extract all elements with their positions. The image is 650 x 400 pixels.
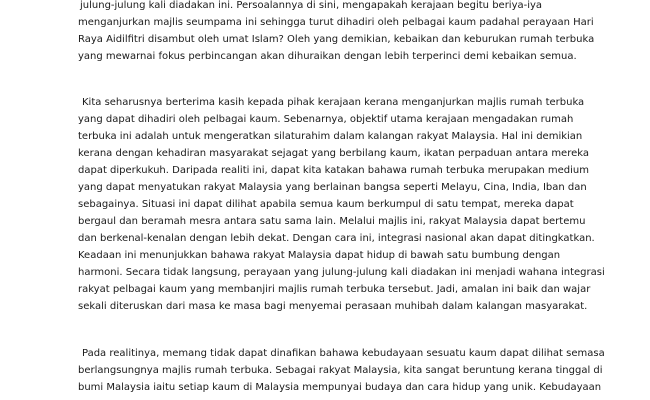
- text-line: dapat diperkukuh. Daripada realiti ini, dapat kita katakan bahawa rumah terbuka merupakan medium: [78, 165, 589, 176]
- text-line: yang dapat dihadiri oleh pelbagai kaum. Sebenarnya, objektif utama kerajaan mengadakan rumah: [78, 114, 574, 125]
- text-line: Pada realitinya, memang tidak dapat dinafikan bahawa kebudayaan sesuatu kaum dapat dilihat semasa: [82, 348, 605, 359]
- text-line: sebagainya. Situasi ini dapat dilihat apabila semua kaum berkumpul di satu tempat, mereka dapat: [78, 199, 574, 210]
- text-line: Kita seharusnya berterima kasih kepada pihak kerajaan kerana menganjurkan majlis rumah terbuka: [82, 97, 585, 108]
- text-line: terbuka ini adalah untuk mengeratkan silaturahim dalam kalangan rakyat Malaysia. Hal ini demikian: [78, 131, 583, 142]
- text-line: Keadaan ini menunjukkan bahawa rakyat Malaysia dapat hidup di bawah satu bumbung dengan: [78, 250, 561, 261]
- text-line: dan berkenal-kenalan dengan lebih dekat. Dengan cara ini, integrasi nasional akan dapat ditingkatkan.: [78, 233, 595, 244]
- text-line: yang mewarnai fokus perbincangan akan dihuraikan dengan lebih terperinci demi kebaikan semua.: [78, 51, 577, 62]
- text-line: kerana dengan kehadiran masyarakat sejagat yang berbilang kaum, ikatan perpaduan antara mereka: [78, 148, 590, 159]
- text-line: sekali diteruskan dari masa ke masa bagi menyemai perasaan muhibah dalam kalangan masyarakat.: [78, 301, 588, 312]
- text-line: bumi Malaysia iaitu setiap kaum di Malaysia mempunyai budaya dan cara hidup yang unik. Kebudayaan: [78, 382, 602, 393]
- text-line: harmoni. Secara tidak langsung, perayaan yang julung-julung kali diadakan ini menjadi wahana integrasi: [78, 267, 605, 278]
- text-line: julung-julung kali diadakan ini. Persoalannya di sini, mengapakah kerajaan begitu beriya-iya: [80, 0, 543, 11]
- text-line: yang dapat menyatukan rakyat Malaysia yang berlainan bangsa seperti Melayu, Cina, India, Iban dan: [78, 182, 587, 193]
- text-line: menganjurkan majlis seumpama ini sehingga turut dihadiri oleh pelbagai kaum padahal perayaan Hari: [78, 17, 594, 28]
- text-line: rakyat pelbagai kaum yang membanjiri majlis rumah terbuka tersebut. Jadi, amalan ini baik dan wajar: [78, 284, 591, 295]
- text-line: bergaul dan beramah mesra antara satu sama lain. Melalui majlis ini, rakyat Malaysia dapat bertemu: [78, 216, 586, 227]
- text-line: berlangsungnya majlis rumah terbuka. Sebagai rakyat Malaysia, kita sangat beruntung kerana tinggal di: [78, 365, 603, 376]
- text-line: Raya Aidilfitri disambut oleh umat Islam? Oleh yang demikian, kebaikan dan keburukan rumah terbuka: [78, 34, 595, 45]
